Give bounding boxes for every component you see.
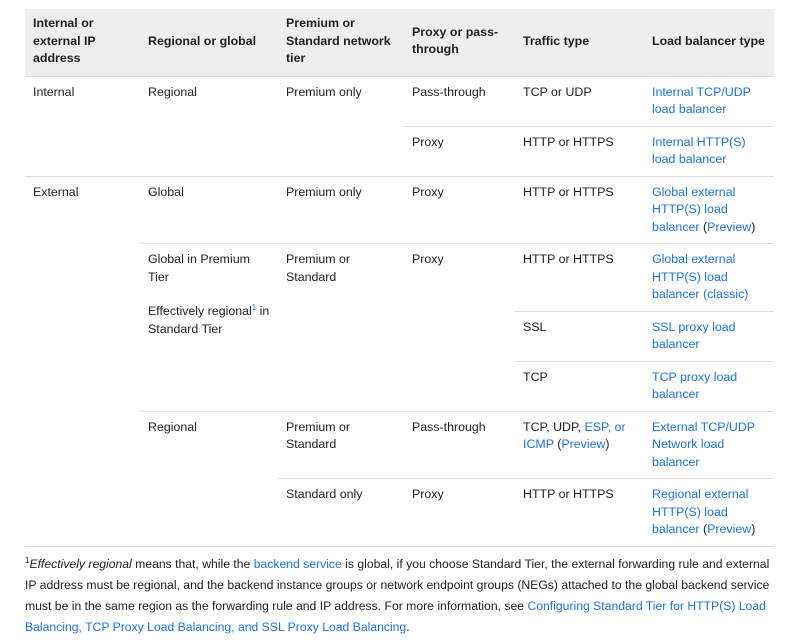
cell-ip: External [25, 176, 140, 546]
paren-close: ) [751, 522, 756, 536]
header-scope: Regional or global [140, 9, 278, 76]
cell-proxy: Proxy [404, 176, 515, 244]
cell-lb-type [644, 76, 774, 126]
table-header-row [25, 9, 774, 76]
footnote-term: Effectively regional [29, 557, 132, 571]
cell-traffic: HTTP or HTTPS [515, 244, 644, 312]
lb-link[interactable]: Internal TCP/UDP load balancer [652, 84, 751, 116]
cell-scope: Global [140, 176, 278, 244]
backend-service-link[interactable]: backend service [253, 557, 342, 571]
cell-scope: Regional [140, 76, 278, 176]
header-tier: Premium or Standard network tier [278, 9, 404, 76]
header-ip: Internal or external IP address [25, 9, 140, 76]
cell-traffic: HTTP or HTTPS [515, 126, 644, 176]
standard-tier-text: in Standard Tier [148, 304, 270, 336]
cell-lb-type [644, 311, 774, 361]
cell-ip: Internal [25, 76, 140, 176]
table-row [25, 176, 774, 244]
effectively-regional-text: Effectively regional [148, 304, 252, 318]
cell-traffic: HTTP or HTTPS [515, 176, 644, 244]
preview-link[interactable]: Preview [707, 219, 752, 234]
cell-lb-type [644, 126, 774, 176]
lb-link[interactable]: SSL proxy load balancer [652, 319, 736, 351]
cell-lb-type [644, 176, 774, 244]
cell-proxy: Proxy [404, 126, 515, 176]
lb-link[interactable]: Internal HTTP(S) load balancer [652, 134, 746, 166]
traffic-text: TCP, UDP, [523, 419, 585, 434]
paren-open: ( [699, 522, 708, 536]
lb-link[interactable]: Global external HTTP(S) load balancer [652, 184, 736, 234]
cell-traffic: TCP [515, 361, 644, 411]
footnote [25, 554, 773, 638]
footnote-marker: 1 [25, 555, 30, 565]
cell-traffic: SSL [515, 311, 644, 361]
lb-link[interactable]: Regional external HTTP(S) load balancer [652, 487, 749, 536]
paren-open: ( [553, 437, 562, 451]
header-lb-type: Load balancer type [644, 9, 774, 76]
footnote-text: . [406, 620, 410, 634]
cell-proxy: Proxy [404, 244, 515, 412]
cell-proxy: Proxy [404, 479, 515, 547]
lb-link[interactable]: External TCP/UDP Network load balancer [652, 419, 755, 469]
cell-tier: Standard only [278, 479, 404, 547]
footnote-ref[interactable]: 1 [251, 302, 257, 312]
cell-lb-type [644, 244, 774, 312]
esp-icmp-link[interactable]: ESP, or ICMP [523, 419, 626, 451]
cell-tier: Premium or Standard [278, 411, 404, 479]
paren-close: ) [605, 437, 610, 451]
cell-tier: Premium only [278, 176, 404, 244]
cell-tier: Premium only [278, 76, 404, 176]
cell-traffic: TCP or UDP [515, 76, 644, 126]
configuring-standard-tier-link[interactable]: Configuring Standard Tier for HTTP(S) Load Balancing, TCP Proxy Load Balancing, and SSL Proxy Load Balancing [25, 599, 766, 634]
table-row [25, 76, 774, 126]
cell-lb-type [644, 479, 774, 547]
cell-traffic [515, 411, 644, 479]
cell-traffic: HTTP or HTTPS [515, 479, 644, 547]
cell-proxy: Pass-through [404, 76, 515, 126]
cell-tier: Premium or Standard [278, 244, 404, 412]
header-proxy: Proxy or pass-through [404, 9, 515, 76]
header-traffic: Traffic type [515, 9, 644, 76]
footnote-text: is global, if you choose Standard Tier, the external forwarding rule and external IP address must be regional, and the backend instance groups or network endpoint groups (NEGs) attached to the global backend service must be in the same region as the forwarding rule and IP address. For more information, see [25, 557, 770, 613]
scope-line-premium: Global in Premium Tier [148, 252, 250, 284]
paren-open: ( [699, 219, 708, 234]
footnote-text: means that, while the [131, 557, 254, 571]
preview-link[interactable]: Preview [561, 437, 606, 451]
cell-lb-type [644, 411, 774, 479]
scope-line-standard [148, 303, 270, 338]
cell-proxy: Pass-through [404, 411, 515, 479]
preview-link[interactable]: Preview [707, 522, 752, 536]
lb-link[interactable]: TCP proxy load balancer [652, 369, 738, 401]
cell-scope [140, 244, 278, 412]
paren-close: ) [751, 219, 756, 234]
load-balancer-table [25, 9, 774, 547]
lb-link[interactable]: Global external HTTP(S) load balancer (classic) [652, 252, 749, 301]
cell-scope: Regional [140, 411, 278, 546]
cell-lb-type [644, 361, 774, 411]
